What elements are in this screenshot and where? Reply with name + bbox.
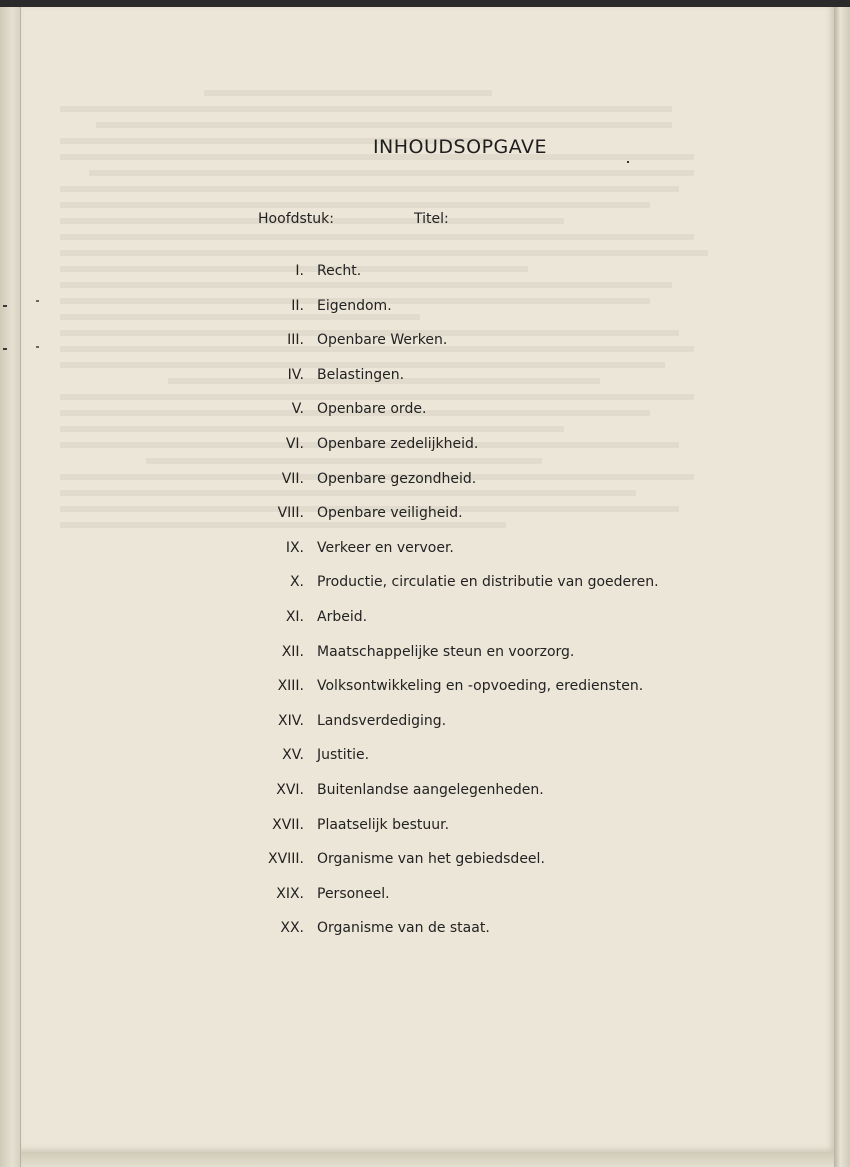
toc-entry [0,920,850,955]
toc-entry [0,886,850,921]
chapter-number: II. [291,297,304,314]
chapter-title: Buitenlandse aangelegenheden. [317,781,544,798]
toc-entry [0,574,850,609]
chapter-title: Recht. [317,263,362,279]
chapter-number: VIII. [277,505,304,522]
chapter-title: Volksontwikkeling en -opvoeding, erediensten. [317,678,644,695]
chapter-number: III. [287,332,304,349]
chapter-title: Justitie. [317,747,370,764]
chapter-number: I. [295,263,304,279]
toc-entry [0,713,850,748]
toc-entry [0,782,850,817]
chapter-title: Openbare veiligheid. [317,505,463,522]
toc-entry [0,263,850,298]
toc-entry [0,851,850,886]
chapter-number: V. [291,401,304,418]
chapter-title: Plaatselijk bestuur. [317,816,450,833]
scan-top-edge [0,0,850,7]
toc-entry [0,540,850,575]
chapter-number: X. [289,574,304,591]
chapter-title: Belastingen. [317,366,405,383]
chapter-title: Verkeer en vervoer. [317,539,454,556]
toc-entry [0,471,850,506]
page-title: INHOUDSOPGAVE [372,136,548,158]
chapter-number: XII. [281,643,304,660]
chapter-title: Openbare orde. [317,401,427,418]
chapter-title: Maatschappelijke steun en voorzorg. [317,643,575,660]
table-of-contents [0,263,850,955]
chapter-title: Openbare Werken. [317,332,448,349]
chapter-title: Organisme van het gebiedsdeel. [317,851,545,868]
chapter-number: XVII. [272,816,304,833]
toc-entry [0,817,850,852]
chapter-number: IX. [285,539,304,556]
chapter-number: XIV. [278,712,304,729]
ink-speck [627,161,629,163]
chapter-number: XVI. [276,781,304,798]
chapter-title: Eigendom. [317,297,392,314]
chapter-number: VI. [285,435,304,452]
chapter-title: Openbare gezondheid. [317,470,477,487]
toc-entry [0,505,850,540]
chapter-number: XX. [280,920,304,937]
toc-entry [0,609,850,644]
column-header-chapter: Hoofdstuk: [258,211,334,227]
chapter-number: VII. [281,470,304,487]
chapter-title: Openbare zedelijkheid. [317,435,479,452]
column-header-title: Titel: [414,211,449,227]
chapter-title: Organisme van de staat. [317,920,490,937]
toc-entry [0,401,850,436]
chapter-title: Personeel. [317,885,390,902]
chapter-number: XVIII. [267,851,304,868]
toc-entry [0,332,850,367]
page-bottom-edge [21,1152,834,1167]
chapter-title: Arbeid. [317,608,368,625]
toc-entry [0,298,850,333]
chapter-number: XV. [282,747,304,764]
chapter-number: XIX. [276,885,304,902]
toc-entry [0,436,850,471]
toc-entry [0,367,850,402]
chapter-number: IV. [287,366,304,383]
toc-entry [0,644,850,679]
chapter-number: XIII. [277,678,304,695]
toc-entry [0,747,850,782]
chapter-title: Landsverdediging. [317,712,447,729]
chapter-number: XI. [285,608,304,625]
chapter-title: Productie, circulatie en distributie van goederen. [317,574,659,591]
toc-entry [0,678,850,713]
